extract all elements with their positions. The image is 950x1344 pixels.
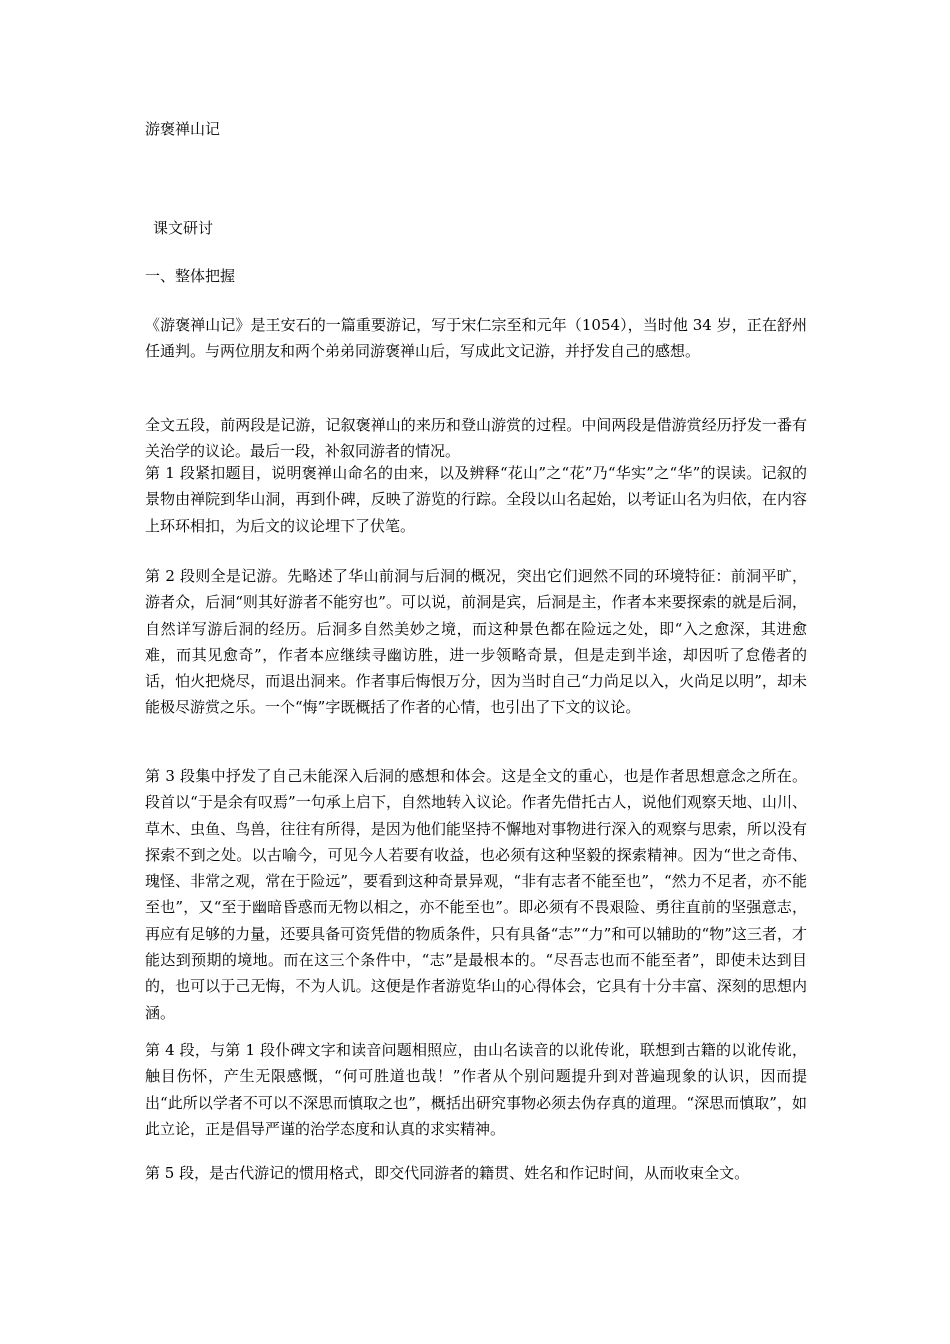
paragraph-section-4: 第 4 段，与第 1 段仆碑文字和读音问题相照应，由山名读音的以讹传讹，联想到古籍的以讹传讹，触目伤怀，产生无限感慨，“何可胜道也哉！”作者从个别问题提升到对普遍现象的认识，因而提出“此所以学者不可以不深思而慎取之也”，概括出研究事物必须去伪存真的道理。“深思而慎取”，如此立论，正是倡导严谨的治学态度和认真的求实精神。 xyxy=(145,1041,807,1138)
subheading: 一、整体把握 xyxy=(145,267,236,285)
paragraph-structure: 全文五段，前两段是记游，记叙褒禅山的来历和登山游赏的过程。中间两段是借游赏经历抒发一番有关治学的议论。最后一段，补叙同游者的情况。 xyxy=(145,416,807,461)
paragraph-section-5: 第 5 段，是古代游记的惯用格式，即交代同游者的籍贯、姓名和作记时间，从而收束全文。 xyxy=(145,1164,750,1182)
paragraph-section-2: 第 2 段则全是记游。先略述了华山前洞与后洞的概况，突出它们迥然不同的环境特征：前洞平旷，游者众，后洞“则其好游者不能穷也”。可以说，前洞是宾，后洞是主，作者本来要探索的就是后洞，自然详写游后洞的经历。后洞多自然美妙之境，而这种景色都在险远之处，即“入之愈深，其进愈难，而其见愈奇”，作者本应继续寻幽访胜，进一步领略奇景，但是走到半途，却因听了怠倦者的话，怕火把烧尽，而退出洞来。作者事后悔恨万分，因为当时自己“力尚足以入，火尚足以明”，却未能极尽游赏之乐。一个“悔”字既概括了作者的心情，也引出了下文的议论。 xyxy=(145,567,807,717)
section-heading: 课文研讨 xyxy=(153,219,214,237)
document-title: 游褒禅山记 xyxy=(145,120,221,138)
paragraph-section-3: 第 3 段集中抒发了自己未能深入后洞的感想和体会。这是全文的重心，也是作者思想意念之所在。段首以“于是余有叹焉”一句承上启下，自然地转入议论。作者先借托古人，说他们观察天地、山川、草木、虫鱼、鸟兽，往往有所得，是因为他们能坚持不懈地对事物进行深入的观察与思索，所以没有探索不到之处。以古喻今，可见今人若要有收益，也必须有这种坚毅的探索精神。因为“世之奇伟、瑰怪、非常之观，常在于险远”，要看到这种奇景异观，“非有志者不能至也”，“然力不足者，亦不能至也”，又“至于幽暗昏惑而无物以相之，亦不能至也”。即必须有不畏艰险、勇往直前的坚强意志，再应有足够的力量，还要具备可资凭借的物质条件，只有具备“志”“力”和可以辅助的“物”这三者，才能达到预期的境地。而在这三个条件中，“志”是最根本的。“尽吾志也而不能至者”，即使未达到目的，也可以于己无悔，不为人讥。这便是作者游览华山的心得体会，它具有十分丰富、深刻的思想内涵。 xyxy=(145,767,807,1022)
paragraph-intro: 《游褒禅山记》是王安石的一篇重要游记，写于宋仁宗至和元年（1054），当时他 34 岁，正在舒州任通判。与两位朋友和两个弟弟同游褒禅山后，写成此文记游，并抒发自己的感想。 xyxy=(145,316,807,361)
paragraph-section-1: 第 1 段紧扣题目，说明褒禅山命名的由来，以及辨释“花山”之“花”乃“华实”之“华”的误读。记叙的景物由禅院到华山洞，再到仆碑，反映了游览的行踪。全段以山名起始，以考证山名为归依，在内容上环环相扣，为后文的议论埋下了伏笔。 xyxy=(145,464,807,535)
